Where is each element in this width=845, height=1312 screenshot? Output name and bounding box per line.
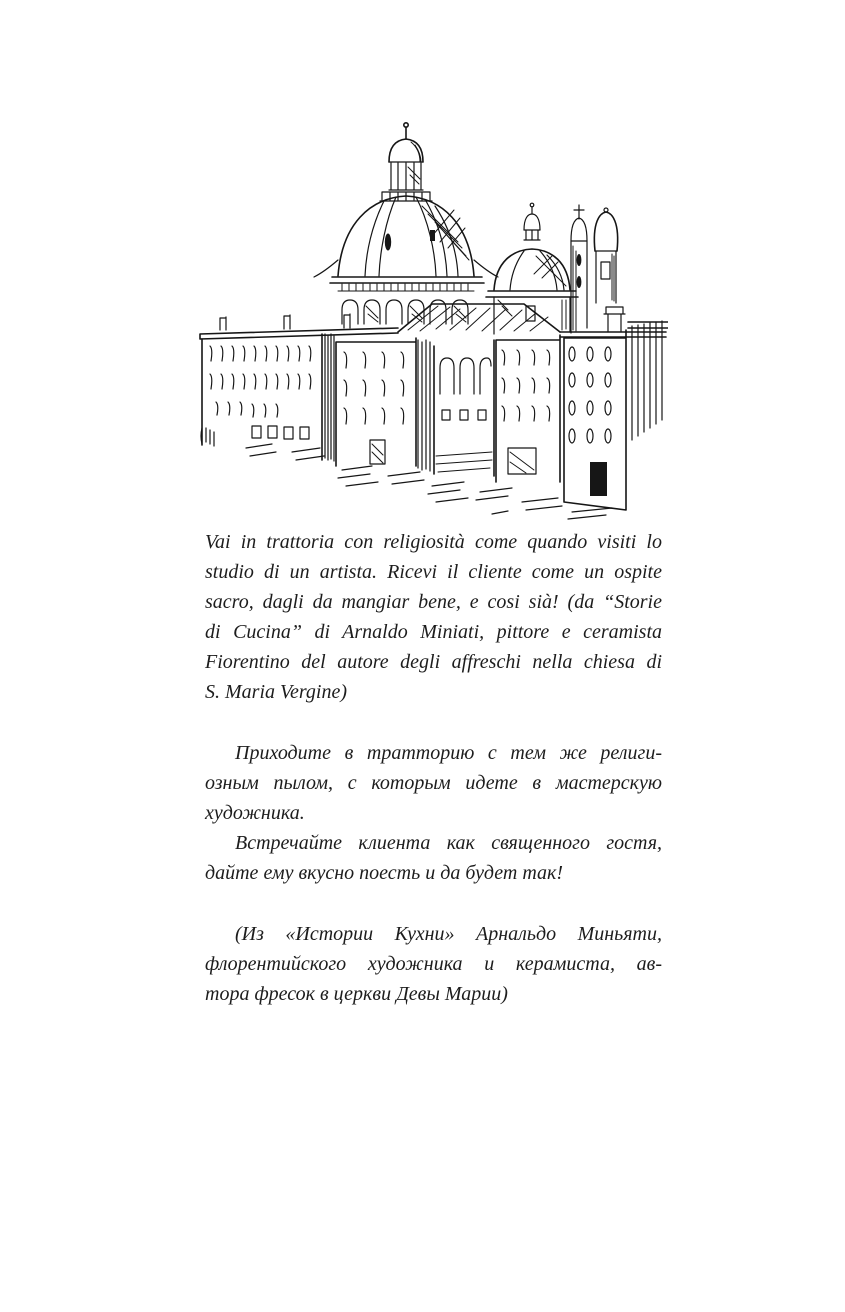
text-line: Приходите в тратторию с тем же религи-	[235, 742, 662, 764]
main-dome	[314, 123, 498, 324]
quote-line: Fiorentino del autore degli affreschi nella chiesa di	[205, 651, 662, 673]
rooflines	[200, 304, 668, 339]
quote-line: studio di un artista. Ricevi il cliente come un ospite	[205, 561, 662, 583]
text-line: озным пылом, с которым идете в мастерскую	[205, 772, 662, 794]
russian-paragraph-2	[205, 828, 662, 888]
russian-citation-paragraph	[205, 919, 662, 1009]
quote-line: di Cucina” di Arnaldo Miniati, pittore e ceramista	[205, 621, 662, 643]
paragraph-spacer	[205, 888, 662, 919]
quote-line: Vai in trattoria con religiosità come quando visiti lo	[205, 531, 662, 553]
citation-line: флорентийского художника и керамиста, ав-	[205, 953, 662, 975]
quote-line: S. Maria Vergine)	[205, 681, 348, 703]
citation-line: (Из «Истории Кухни» Арнальдо Миньяти,	[235, 923, 662, 945]
campanile-towers	[571, 205, 625, 333]
middle-buildings	[336, 335, 560, 482]
left-building	[202, 334, 334, 461]
ground-hatching	[201, 428, 612, 519]
right-building	[564, 321, 662, 510]
text-line: дайте ему вкусно поесть и да будет так!	[205, 862, 564, 884]
text-line: художника.	[205, 802, 305, 824]
italian-quote-paragraph	[205, 527, 662, 707]
russian-paragraph-1	[205, 738, 662, 828]
quote-line: sacro, dagli da mangiar bene, e cosi sià! (da “Storie	[205, 591, 662, 613]
venice-sketch-illustration	[192, 110, 668, 524]
paragraph-spacer	[205, 707, 662, 738]
venice-sketch-svg	[192, 110, 668, 524]
citation-line: тора фресок в церкви Девы Марии)	[205, 983, 508, 1005]
text-line: Встречайте клиента как священного гостя,	[235, 832, 662, 854]
page-text-column	[205, 527, 662, 1009]
